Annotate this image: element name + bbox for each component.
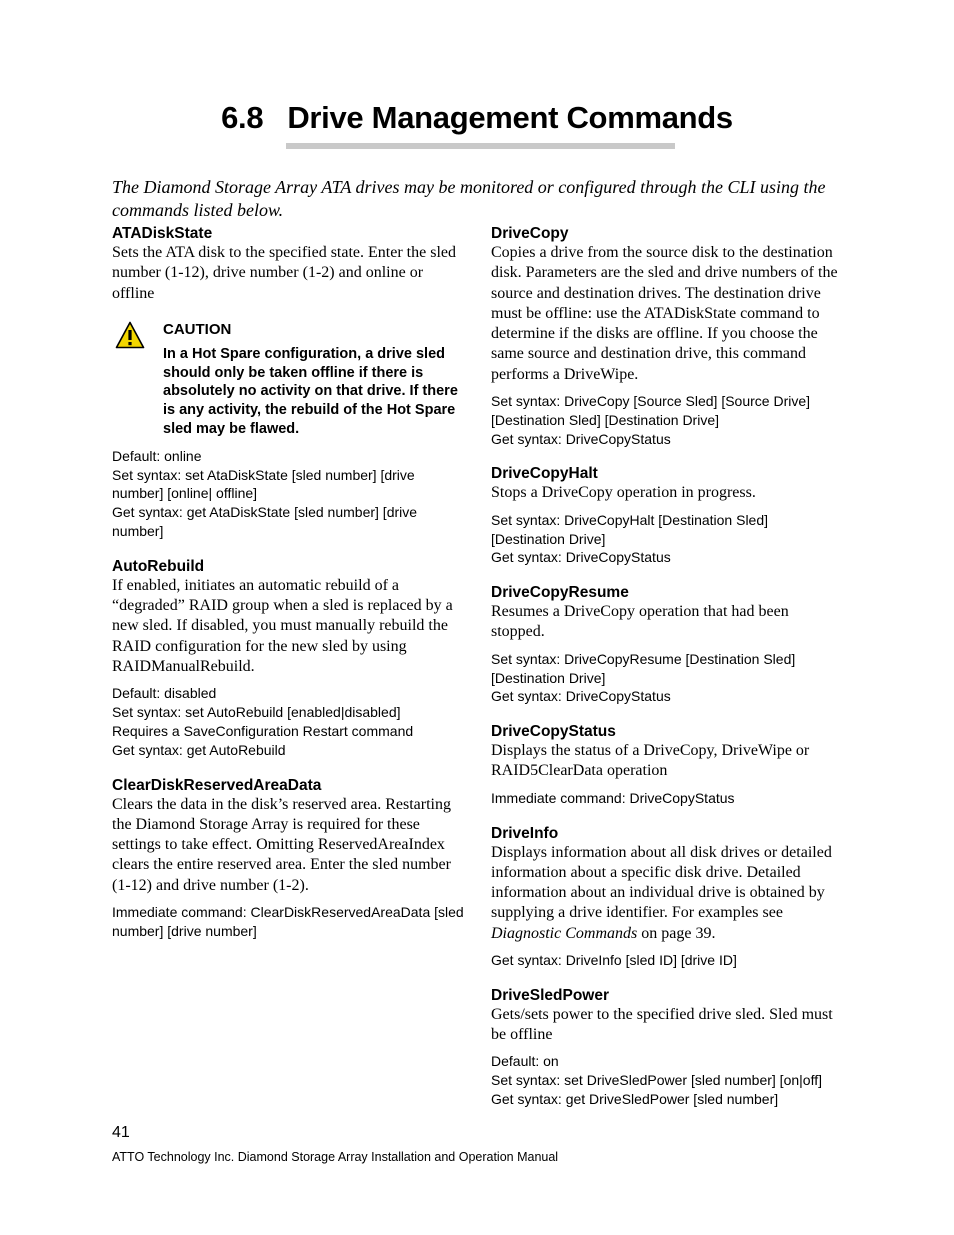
syntax-line: Get syntax: DriveCopyStatus (491, 430, 671, 447)
section-cleardiskreservedareadata (112, 776, 464, 941)
syntax-block (491, 951, 843, 970)
syntax-block (491, 789, 843, 808)
syntax-line: Set syntax: set AutoRebuild [enabled|disabled] (112, 704, 401, 721)
syntax-line: Default: online (112, 447, 202, 464)
command-title: ATADiskState (112, 225, 213, 242)
command-title: DriveCopy (491, 225, 569, 242)
syntax-block (112, 903, 464, 941)
command-title: DriveSledPower (491, 986, 610, 1004)
command-description: Resumes a DriveCopy operation that had been stopped. (491, 603, 789, 641)
command-title: ClearDiskReservedAreaData (112, 776, 322, 794)
syntax-line: Get syntax: get AtaDiskState [sled number] [drive number] (112, 504, 418, 540)
command-description: Sets the ATA disk to the specified state. Enter the sled number (1-12), drive number (1-2) and online or offline (112, 244, 456, 302)
section-driveinfo (491, 824, 843, 970)
caution-label: CAUTION (163, 320, 232, 338)
command-title: DriveCopyResume (491, 584, 629, 602)
right-column (491, 224, 843, 1125)
description-text: on page 39. (637, 924, 716, 942)
syntax-block (112, 447, 464, 541)
section-title: Drive Management Commands (287, 100, 733, 135)
section-autorebuild (112, 557, 464, 760)
caution-box (112, 320, 464, 439)
syntax-line: Set syntax: DriveCopy [Source Sled] [Source Drive] [Destination Sled] [Destination Drive] (491, 393, 811, 428)
command-description: Stops a DriveCopy operation in progress. (491, 484, 756, 502)
syntax-line: Set syntax: set DriveSledPower [sled number] [on|off] (491, 1072, 822, 1089)
syntax-line: Default: on (491, 1053, 559, 1070)
syntax-line: Requires a SaveConfiguration Restart command (112, 722, 414, 739)
command-description: If enabled, initiates an automatic rebuild of a “degraded” RAID group when a sled is replaced by a new sled. If disabled, you must manually rebuild the RAID configuration for the new sled by using RAIDManualRebuild. (112, 576, 453, 676)
command-description: Gets/sets power to the specified drive sled. Sled must be offline (491, 1005, 833, 1044)
syntax-line: Get syntax: DriveCopyStatus (491, 549, 671, 566)
page-title (0, 100, 954, 136)
section-drivecopy (491, 224, 843, 448)
command-description (491, 843, 843, 944)
syntax-block (112, 684, 464, 759)
syntax-line: Immediate command: ClearDiskReservedAreaData [sled number] [drive number] (112, 904, 464, 939)
command-description: Displays the status of a DriveCopy, DriveWipe or RAID5ClearData operation (491, 742, 810, 780)
section-number: 6.8 (221, 100, 264, 135)
command-title: AutoRebuild (112, 557, 205, 575)
warning-icon (115, 321, 145, 349)
syntax-line: Get syntax: DriveCopyStatus (491, 688, 671, 705)
syntax-block (491, 392, 843, 448)
section-drivecopyresume (491, 583, 843, 706)
syntax-line: Default: disabled (112, 685, 217, 702)
section-drivecopyhalt (491, 464, 843, 567)
description-text: Displays information about all disk drives or detailed information about a specific disk drive. Detailed information about an individual drive is obtained by supplying a drive identifier. For examples see (491, 843, 832, 922)
intro-paragraph: The Diamond Storage Array ATA drives may be monitored or configured through the CLI using the commands listed below. (112, 177, 826, 220)
syntax-line: Get syntax: DriveInfo [sled ID] [drive ID] (491, 952, 737, 969)
caution-text: In a Hot Spare configuration, a drive sled should only be taken offline if there is absolutely no activity on that drive. If there is any activity, the rebuild of the Hot Spare sled may be flawed. (163, 345, 458, 438)
command-description: Copies a drive from the source disk to the destination disk. Parameters are the sled and drive numbers of the source and destination drives. The destination drive must be offline: use the ATADiskState command to determine if the disks are offline. If you choose the same source and destination drive, this command performs a DriveWipe. (491, 244, 838, 383)
command-title: DriveCopyHalt (491, 465, 598, 483)
command-title: DriveInfo (491, 824, 559, 842)
syntax-block (491, 511, 843, 567)
title-underline (286, 143, 675, 149)
left-column (112, 224, 464, 957)
page-number: 41 (112, 1124, 130, 1141)
command-description: Clears the data in the disk’s reserved area. Restarting the Diamond Storage Array is required for these settings to take effect. Omitting ReservedAreaIndex clears the entire reserved area. Enter the sled number (1-12) and drive number (1-2). (112, 795, 451, 894)
syntax-line: Set syntax: set AtaDiskState [sled number] [drive number] [online| offline] (112, 466, 415, 502)
syntax-block (491, 650, 843, 706)
section-drivesledpower (491, 986, 843, 1109)
footer-text: ATTO Technology Inc. Diamond Storage Array Installation and Operation Manual (112, 1150, 559, 1164)
command-title: DriveCopyStatus (491, 723, 616, 741)
syntax-line: Get syntax: get AutoRebuild (112, 741, 286, 758)
syntax-line: Set syntax: DriveCopyHalt [Destination Sled] [Destination Drive] (491, 511, 769, 547)
syntax-line: Get syntax: get DriveSledPower [sled number] (491, 1091, 779, 1107)
syntax-block (491, 1052, 843, 1108)
syntax-line: Set syntax: DriveCopyResume [Destination Sled] [Destination Drive] (491, 650, 796, 686)
cross-reference-link[interactable]: Diagnostic Commands (491, 924, 638, 942)
syntax-line: Immediate command: DriveCopyStatus (491, 789, 735, 806)
section-atadiskstate (112, 224, 464, 541)
section-drivecopystatus (491, 722, 843, 807)
